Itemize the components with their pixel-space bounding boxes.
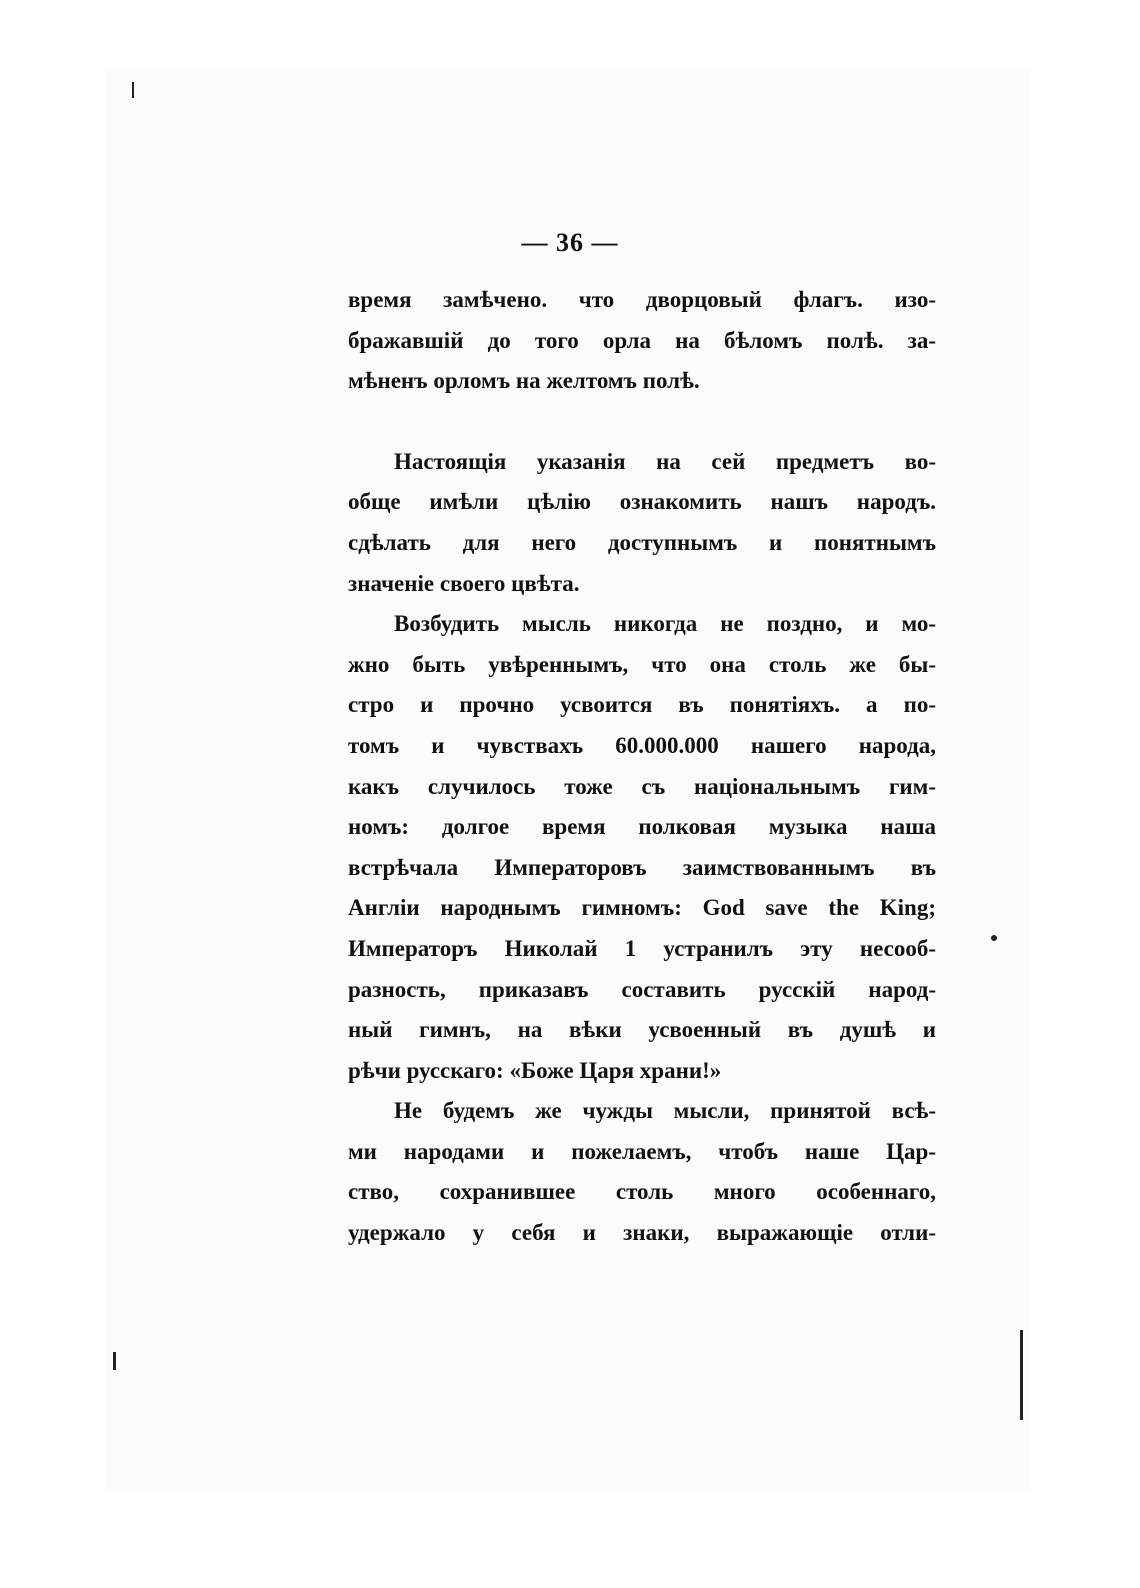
- text-line: Императоръ Николай 1 устранилъ эту несооб-: [348, 935, 936, 961]
- scan-artifact-mark: [132, 82, 134, 98]
- text-line: рѣчи русскаго: «Боже Царя храни!»: [348, 1057, 722, 1083]
- text-line: встрѣчала Императоровъ заимствованнымъ въ: [348, 854, 936, 880]
- text-line: Настоящія указанія на сей предметъ во-: [394, 448, 936, 474]
- text-line: удержало у себя и знаки, выражающіе отли-: [348, 1220, 936, 1246]
- text-line: стро и прочно усвоится въ понятіяхъ. а по-: [348, 692, 936, 718]
- text-line: томъ и чувствахъ 60.000.000 нашего народа,: [348, 732, 936, 758]
- text-line: бражавшій до того орла на бѣломъ полѣ. за-: [348, 327, 936, 353]
- text-line: разность, приказавъ составить русскій народ-: [348, 976, 936, 1002]
- text-line: сдѣлать для него доступнымъ и понятнымъ: [348, 529, 936, 555]
- text-line: ми народами и пожелаемъ, чтобъ наше Цар-: [348, 1138, 936, 1164]
- text-line: ный гимнъ, на вѣки усвоенный въ душѣ и: [348, 1017, 936, 1043]
- text-line: какъ случилось тоже съ національнымъ гим-: [348, 773, 936, 799]
- page-number: — 36 —: [521, 228, 619, 257]
- paragraph-gap: [348, 402, 936, 442]
- scan-artifact-mark: [113, 1352, 116, 1370]
- text-line: время замѣчено. что дворцовый флагъ. изо-: [348, 287, 936, 312]
- text-line: Англіи народнымъ гимномъ: God save the King;: [348, 895, 936, 921]
- text-line: жно быть увѣреннымъ, что она столь же бы-: [348, 651, 936, 677]
- text-line: номъ: долгое время полковая музыка наша: [348, 814, 936, 840]
- text-line: Возбудить мысль никогда не поздно, и мо-: [394, 611, 936, 637]
- scan-artifact-dot: [991, 935, 997, 941]
- text-line: значеніе своего цвѣта.: [348, 570, 580, 596]
- text-line: обще имѣли цѣлію ознакомить нашъ народъ.: [348, 489, 936, 515]
- text-line: мѣненъ орломъ на желтомъ полѣ.: [348, 368, 700, 394]
- text-line: Не будемъ же чужды мысли, принятой всѣ-: [394, 1098, 936, 1124]
- text-line: ство, сохранившее столь много особеннаго,: [348, 1179, 936, 1205]
- scan-artifact-mark: [1020, 1330, 1023, 1420]
- body-text: [348, 280, 936, 1254]
